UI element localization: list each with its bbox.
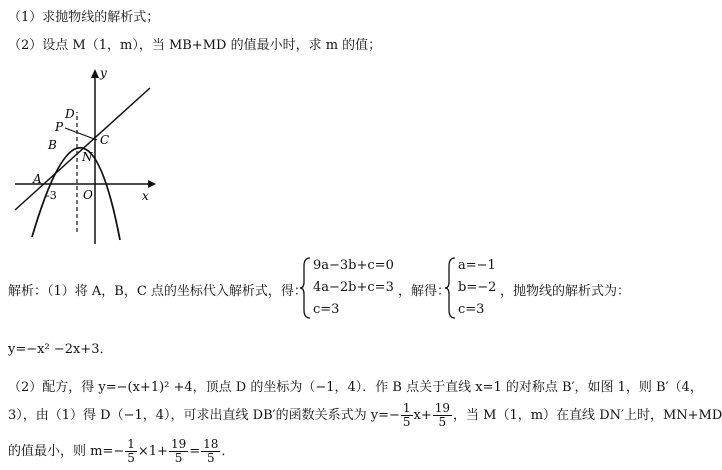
fraction-one-fifth: $\frac{1}{5}$ <box>402 401 411 429</box>
solution-part2-line3 <box>8 438 234 465</box>
label-d: D <box>65 107 75 121</box>
label-a: A <box>33 172 42 186</box>
solution-part2-line1: （2）配方，得 y=−(x+1)² +4，顶点 D 的坐标为（−1，4）．作 B 点关于直线 x=1 的对称点 B′，如图 1，则 B′（4， <box>8 380 703 395</box>
solution-intro: 解析：（1）将 A，B，C 点的坐标代入解析式，得： <box>8 284 307 299</box>
line5-text-a: 的值最小，则 m=− <box>8 444 125 459</box>
label-n: N <box>82 150 93 164</box>
label-y: y <box>100 66 107 80</box>
question-part1: （1）求抛物线的解析式； <box>8 10 160 25</box>
fraction-nineteen-fifths: $\frac{19}{5}$ <box>434 401 451 429</box>
label-o: O <box>83 188 93 202</box>
system2-eq2: b=−2 <box>458 280 497 295</box>
fraction-nineteen-fifths-2: $\frac{19}{5}$ <box>170 437 187 465</box>
line4-text-b: x+ <box>413 408 432 423</box>
label-c: C <box>100 133 110 147</box>
label-b: B <box>48 138 57 152</box>
line5-text-b: ×1+ <box>137 444 168 459</box>
function-graph-figure <box>10 62 160 247</box>
solved-label: ，解得： <box>398 284 451 299</box>
segment-pc <box>65 128 97 140</box>
x-axis-arrow <box>148 180 156 188</box>
system2-eq3: c=3 <box>458 302 485 317</box>
parabola-expression-label: ，抛物线的解析式为： <box>500 284 631 299</box>
system2-eq1: a=−1 <box>458 258 496 273</box>
label-minus3: -3 <box>46 189 57 202</box>
system1-eq3: c=3 <box>313 302 340 317</box>
system1-eq2: 4a−2b+c=3 <box>313 280 394 295</box>
system2-brace <box>445 256 457 320</box>
line5-text-c: = <box>189 444 201 459</box>
label-x: x <box>142 189 149 203</box>
line5-text-d: ． <box>221 444 235 459</box>
question-part2: （2）设点 M（1，m），当 MB+MD 的值最小时，求 m 的值； <box>8 38 382 53</box>
y-axis-arrow <box>91 69 99 78</box>
line4-text-a: 3），由（1）得 D（−1，4），可求出直线 DB′的函数关系式为 y=− <box>8 408 400 423</box>
parabola-result: y=−x² −2x+3． <box>8 342 113 357</box>
fraction-eighteen-fifths: $\frac{18}{5}$ <box>203 437 219 465</box>
system1-brace <box>300 256 312 320</box>
label-p: P <box>55 120 64 134</box>
solution-part2-line2 <box>8 402 722 429</box>
system1-eq1: 9a−3b+c=0 <box>313 258 394 273</box>
line4-text-c: ，当 M（1，m）在直线 DN′上时，MN+MD <box>453 408 722 423</box>
fraction-one-fifth-2: $\frac{1}{5}$ <box>127 437 135 465</box>
